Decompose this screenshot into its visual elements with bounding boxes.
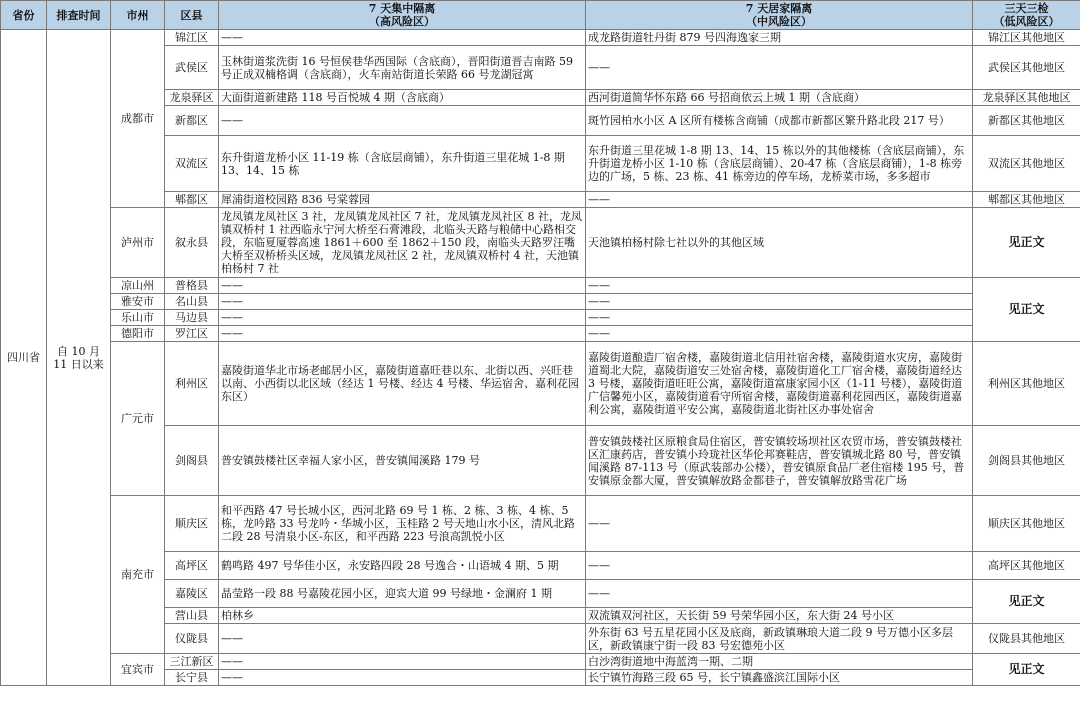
mid-risk-cell: —— — [586, 310, 973, 326]
low-risk-cell: 锦江区其他地区 — [973, 30, 1080, 46]
header-mid-risk — [586, 1, 973, 30]
table-row — [1, 310, 1080, 326]
mid-risk-cell: —— — [586, 192, 973, 208]
header-high-line2: （高风险区） — [369, 15, 435, 28]
mid-risk-cell: 白沙湾街道地中海蓝湾一期、二期 — [586, 654, 973, 670]
high-risk-cell: 普安镇鼓楼社区幸福人家小区，普安镇闻溪路 179 号 — [219, 426, 586, 496]
header-low-line2: （低风险区） — [993, 15, 1060, 28]
low-risk-cell: 顺庆区其他地区 — [973, 496, 1080, 552]
district-cell: 双流区 — [165, 136, 219, 192]
low-risk-cell: 仪陇县其他地区 — [973, 624, 1080, 654]
mid-risk-cell: 斑竹园柏水小区 A 区所有楼栋含商铺（成都市新都区繁升路北段 217 号） — [586, 106, 973, 136]
district-cell: 郫都区 — [165, 192, 219, 208]
low-risk-cell: 新都区其他地区 — [973, 106, 1080, 136]
header-province: 省份 — [1, 1, 47, 30]
city-cell: 雅安市 — [111, 294, 165, 310]
table-row — [1, 326, 1080, 342]
header-time: 排查时间 — [47, 1, 111, 30]
high-risk-cell: —— — [219, 310, 586, 326]
header-low-line1: 三天三检 — [1004, 2, 1049, 15]
district-cell: 长宁县 — [165, 670, 219, 686]
mid-risk-cell: 双流镇双河社区，天长街 59 号荣华园小区，东大街 24 号小区 — [586, 608, 973, 624]
city-cell: 成都市 — [111, 30, 165, 208]
district-cell: 普格县 — [165, 278, 219, 294]
district-cell: 名山县 — [165, 294, 219, 310]
mid-risk-cell: —— — [586, 46, 973, 90]
district-cell: 顺庆区 — [165, 496, 219, 552]
mid-risk-cell: —— — [586, 580, 973, 608]
low-risk-cell: 郫都区其他地区 — [973, 192, 1080, 208]
low-risk-cell: 龙泉驿区其他地区 — [973, 90, 1080, 106]
header-high-risk — [219, 1, 586, 30]
mid-risk-cell: 东升街道三里花城 1-8 期 13、14、15 栋以外的其他楼栋（含底层商铺），东升街道龙桥小区 1-10 栋（含底层商铺）、20-47 栋（含底层商铺），1-8 栋旁边的广场，5 栋、23 栋、41 栋旁边的停车场，龙桥菜市场，多多超市 — [586, 136, 973, 192]
high-risk-cell: 鹤鸣路 497 号华佳小区，永安路四段 28 号逸合・山语城 4 期、5 期 — [219, 552, 586, 580]
district-cell: 三江新区 — [165, 654, 219, 670]
mid-risk-cell: —— — [586, 496, 973, 552]
city-cell: 宜宾市 — [111, 654, 165, 686]
high-risk-cell: 大面街道新建路 118 号百悦城 4 期（含底商） — [219, 90, 586, 106]
city-cell: 广元市 — [111, 342, 165, 496]
time-cell: 自 10 月 11 日以来 — [47, 30, 111, 686]
city-cell: 凉山州 — [111, 278, 165, 294]
city-cell: 泸州市 — [111, 208, 165, 278]
high-risk-cell: —— — [219, 654, 586, 670]
high-risk-cell: 嘉陵街道华北市场老邮居小区，嘉陵街道嘉旺巷以东、北街以西、兴旺巷以南、小西街以北区域（经达 1 号楼、经达 4 号楼、华运宿舍、嘉利花园东区） — [219, 342, 586, 426]
high-risk-cell: —— — [219, 30, 586, 46]
district-cell: 罗江区 — [165, 326, 219, 342]
table-row — [1, 30, 1080, 46]
low-risk-cell: 武侯区其他地区 — [973, 46, 1080, 90]
city-cell: 乐山市 — [111, 310, 165, 326]
high-risk-cell: —— — [219, 106, 586, 136]
low-risk-cell: 高坪区其他地区 — [973, 552, 1080, 580]
header-city: 市州 — [111, 1, 165, 30]
header-high-line1: 7 天集中隔离 — [368, 2, 436, 15]
high-risk-cell: 犀浦街道校园路 836 号棠蓉园 — [219, 192, 586, 208]
table-row — [1, 294, 1080, 310]
low-risk-cell: 剑阁县其他地区 — [973, 426, 1080, 496]
table-row — [1, 342, 1080, 426]
mid-risk-cell: 成龙路街道牡丹街 879 号四海逸家三期 — [586, 30, 973, 46]
mid-risk-cell: —— — [586, 278, 973, 294]
city-cell: 南充市 — [111, 496, 165, 654]
district-cell: 嘉陵区 — [165, 580, 219, 608]
header-district: 区县 — [165, 1, 219, 30]
mid-risk-cell: —— — [586, 552, 973, 580]
district-cell: 高坪区 — [165, 552, 219, 580]
mid-risk-cell: —— — [586, 326, 973, 342]
district-cell: 剑阁县 — [165, 426, 219, 496]
low-risk-cell: 双流区其他地区 — [973, 136, 1080, 192]
district-cell: 新都区 — [165, 106, 219, 136]
high-risk-cell: 晶莹路一段 88 号嘉陵花园小区，迎宾大道 99 号绿地・金澜府 1 期 — [219, 580, 586, 608]
mid-risk-cell: 嘉陵街道酿造厂宿舍楼，嘉陵街道北信用社宿舍楼，嘉陵街道水灾房，嘉陵街道蜀北大院，嘉陵街道安三处宿舍楼，嘉陵街道化工厂宿舍楼，嘉陵街道经达 3 号楼，嘉陵街道旺旺公寓，嘉陵街道富康家园小区（1-11 号楼），嘉陵街道广信馨苑小区，嘉陵街道看守所宿舍楼，嘉陵街道嘉利花园西区，嘉陵街道嘉利公寓，嘉陵街道平安公寓，嘉陵街道北街社区办事处宿舍 — [586, 342, 973, 426]
high-risk-cell: 龙凤镇龙凤社区 3 社，龙凤镇龙凤社区 7 社，龙凤镇龙凤社区 8 社，龙凤镇双桥村 1 社西临永宁河大桥至石膏滩段，北临头天路与粮储中心路相交段，东临夏厦蓉高速 1861＋600 至 1862＋150 段，南临头天路罗汪嘴大桥至双桥桥头区域，龙凤镇龙凤社区 2 社，龙凤镇双桥村 4 社，天池镇柏杨村 7 社 — [219, 208, 586, 278]
header-low-risk — [973, 1, 1080, 30]
high-risk-cell: —— — [219, 294, 586, 310]
district-cell: 龙泉驿区 — [165, 90, 219, 106]
high-risk-cell: —— — [219, 670, 586, 686]
mid-risk-cell: 外东街 63 号五星花园小区及底商，新政镇琳琅大道二段 9 号万德小区多层区，新政镇康宁街一段 83 号宏德苑小区 — [586, 624, 973, 654]
low-risk-cell: 利州区其他地区 — [973, 342, 1080, 426]
mid-risk-cell: 西河街道简华怀东路 66 号招商依云上城 1 期（含底商） — [586, 90, 973, 106]
low-risk-see-text: 见正文 — [973, 278, 1080, 342]
high-risk-cell: 玉林街道浆洗街 16 号恒侯巷华西国际（含底商），晋阳街道晋吉南路 59 号正成双楠格调（含底商），火车南站街道长荣路 66 号龙湖冠寓 — [219, 46, 586, 90]
mid-risk-cell: —— — [586, 294, 973, 310]
table-row — [1, 278, 1080, 294]
province-cell: 四川省 — [1, 30, 47, 686]
mid-risk-cell: 天池镇柏杨村除七社以外的其他区域 — [586, 208, 973, 278]
district-cell: 仪陇县 — [165, 624, 219, 654]
high-risk-cell: —— — [219, 326, 586, 342]
low-risk-see-text: 见正文 — [973, 208, 1080, 278]
high-risk-cell: 和平西路 47 号长城小区，西河北路 69 号 1 栋、2 栋、3 栋、4 栋、5 栋，龙吟路 33 号龙吟・华城小区，玉桂路 2 号天地山水小区，清风北路二段 28 号清泉小区-东区，和平西路 223 号浪高凯悦小区 — [219, 496, 586, 552]
district-cell: 锦江区 — [165, 30, 219, 46]
city-cell: 德阳市 — [111, 326, 165, 342]
header-mid-line1: 7 天居家隔离 — [745, 2, 813, 15]
header-mid-line2: （中风险区） — [746, 15, 812, 28]
district-cell: 武侯区 — [165, 46, 219, 90]
district-cell: 利州区 — [165, 342, 219, 426]
table-row — [1, 208, 1080, 278]
district-cell: 叙永县 — [165, 208, 219, 278]
district-cell: 营山县 — [165, 608, 219, 624]
high-risk-cell: —— — [219, 278, 586, 294]
district-cell: 马边县 — [165, 310, 219, 326]
low-risk-see-text: 见正文 — [973, 580, 1080, 624]
mid-risk-cell: 长宁镇竹海路三段 65 号，长宁镇鑫盛滨江国际小区 — [586, 670, 973, 686]
high-risk-cell: —— — [219, 624, 586, 654]
low-risk-see-text: 见正文 — [973, 654, 1080, 686]
table-row — [1, 654, 1080, 670]
high-risk-cell: 东升街道龙桥小区 11-19 栋（含底层商铺），东升街道三里花城 1-8 期 13、14、15 栋 — [219, 136, 586, 192]
mid-risk-cell: 普安镇鼓楼社区原粮食局住宿区，普安镇较场坝社区农贸市场，普安镇鼓楼社区汇康药店，普安镇小玲珑社区华伦邦赛鞋店，普安镇城北路 80 号，普安镇闻溪路 87-113 号（原武装部办公楼），普安镇原食品厂老住宿楼 195 号，普安镇原金都大厦，普安镇解放路金都巷子，普安镇解放路雪花广场 — [586, 426, 973, 496]
header-row — [1, 1, 1080, 30]
table-row — [1, 496, 1080, 552]
high-risk-cell: 柏林乡 — [219, 608, 586, 624]
